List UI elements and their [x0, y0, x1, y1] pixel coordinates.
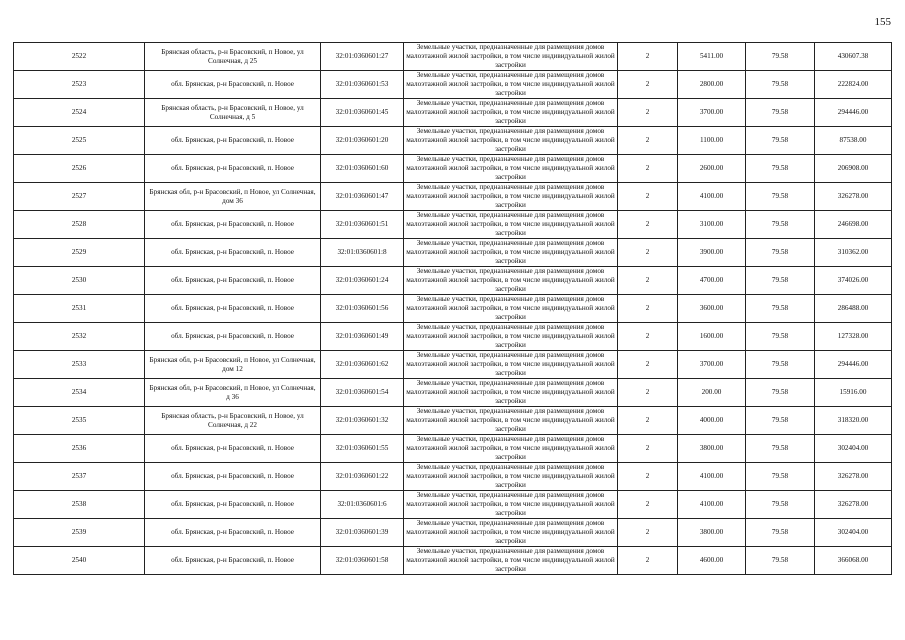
table-row — [14, 43, 892, 71]
class-cell: 2 — [618, 519, 678, 547]
table-row — [14, 547, 892, 575]
cadastral-number-cell: 32:01:0360601:51 — [321, 211, 404, 239]
row-number-cell: 2534 — [14, 379, 145, 407]
address-cell: обл. Брянская, р-н Брасовский, п. Новое — [145, 239, 321, 267]
rate-cell: 79.58 — [746, 407, 815, 435]
row-number-cell: 2524 — [14, 99, 145, 127]
cadastral-number-cell: 32:01:0360601:20 — [321, 127, 404, 155]
address-cell: обл. Брянская, р-н Брасовский, п. Новое — [145, 519, 321, 547]
table-row — [14, 211, 892, 239]
land-use-cell: Земельные участки, предназначенные для размещения домов малоэтажной жилой застройки, в том числе индивидуальной жилой застройки — [404, 547, 618, 575]
cadastral-number-cell: 32:01:0360601:27 — [321, 43, 404, 71]
class-cell: 2 — [618, 407, 678, 435]
rate-cell: 79.58 — [746, 295, 815, 323]
cadastral-number-cell: 32:01:0360601:6 — [321, 491, 404, 519]
land-use-cell: Земельные участки, предназначенные для размещения домов малоэтажной жилой застройки, в том числе индивидуальной жилой застройки — [404, 155, 618, 183]
cadastral-number-cell: 32:01:0360601:39 — [321, 519, 404, 547]
land-use-cell: Земельные участки, предназначенные для размещения домов малоэтажной жилой застройки, в том числе индивидуальной жилой застройки — [404, 211, 618, 239]
rate-cell: 79.58 — [746, 519, 815, 547]
rate-cell: 79.58 — [746, 127, 815, 155]
land-use-cell: Земельные участки, предназначенные для размещения домов малоэтажной жилой застройки, в том числе индивидуальной жилой застройки — [404, 407, 618, 435]
rate-cell: 79.58 — [746, 267, 815, 295]
rate-cell: 79.58 — [746, 239, 815, 267]
land-use-cell: Земельные участки, предназначенные для размещения домов малоэтажной жилой застройки, в том числе индивидуальной жилой застройки — [404, 43, 618, 71]
address-cell: обл. Брянская, р-н Брасовский, п. Новое — [145, 547, 321, 575]
area-cell: 4600.00 — [678, 547, 746, 575]
row-number-cell: 2523 — [14, 71, 145, 99]
row-number-cell: 2525 — [14, 127, 145, 155]
land-use-cell: Земельные участки, предназначенные для размещения домов малоэтажной жилой застройки, в том числе индивидуальной жилой застройки — [404, 435, 618, 463]
address-cell: Брянская обл, р-н Брасовский, п Новое, ул Солнечная, дом 12 — [145, 351, 321, 379]
cadastral-number-cell: 32:01:0360601:45 — [321, 99, 404, 127]
class-cell: 2 — [618, 323, 678, 351]
table-row — [14, 519, 892, 547]
row-number-cell: 2527 — [14, 183, 145, 211]
row-number-cell: 2535 — [14, 407, 145, 435]
area-cell: 4100.00 — [678, 183, 746, 211]
land-use-cell: Земельные участки, предназначенные для размещения домов малоэтажной жилой застройки, в том числе индивидуальной жилой застройки — [404, 323, 618, 351]
table-row — [14, 183, 892, 211]
land-use-cell: Земельные участки, предназначенные для размещения домов малоэтажной жилой застройки, в том числе индивидуальной жилой застройки — [404, 127, 618, 155]
cost-cell: 206908.00 — [815, 155, 892, 183]
cost-cell: 430607.38 — [815, 43, 892, 71]
cadastral-number-cell: 32:01:0360601:8 — [321, 239, 404, 267]
row-number-cell: 2526 — [14, 155, 145, 183]
class-cell: 2 — [618, 183, 678, 211]
area-cell: 3900.00 — [678, 239, 746, 267]
address-cell: Брянская область, р-н Брасовский, п Новое, ул Солнечная, д 25 — [145, 43, 321, 71]
rate-cell: 79.58 — [746, 491, 815, 519]
cost-cell: 127328.00 — [815, 323, 892, 351]
rate-cell: 79.58 — [746, 547, 815, 575]
class-cell: 2 — [618, 239, 678, 267]
area-cell: 1600.00 — [678, 323, 746, 351]
cadastral-number-cell: 32:01:0360601:32 — [321, 407, 404, 435]
cadastral-number-cell: 32:01:0360601:49 — [321, 323, 404, 351]
land-use-cell: Земельные участки, предназначенные для размещения домов малоэтажной жилой застройки, в том числе индивидуальной жилой застройки — [404, 71, 618, 99]
address-cell: обл. Брянская, р-н Брасовский, п. Новое — [145, 295, 321, 323]
land-use-cell: Земельные участки, предназначенные для размещения домов малоэтажной жилой застройки, в том числе индивидуальной жилой застройки — [404, 351, 618, 379]
row-number-cell: 2537 — [14, 463, 145, 491]
class-cell: 2 — [618, 127, 678, 155]
cost-cell: 326278.00 — [815, 183, 892, 211]
address-cell: обл. Брянская, р-н Брасовский, п. Новое — [145, 267, 321, 295]
address-cell: обл. Брянская, р-н Брасовский, п. Новое — [145, 491, 321, 519]
row-number-cell: 2522 — [14, 43, 145, 71]
land-use-cell: Земельные участки, предназначенные для размещения домов малоэтажной жилой застройки, в том числе индивидуальной жилой застройки — [404, 267, 618, 295]
cost-cell: 310362.00 — [815, 239, 892, 267]
rate-cell: 79.58 — [746, 155, 815, 183]
table-row — [14, 351, 892, 379]
class-cell: 2 — [618, 43, 678, 71]
cadastral-number-cell: 32:01:0360601:62 — [321, 351, 404, 379]
cost-cell: 318320.00 — [815, 407, 892, 435]
rate-cell: 79.58 — [746, 99, 815, 127]
row-number-cell: 2530 — [14, 267, 145, 295]
class-cell: 2 — [618, 435, 678, 463]
land-use-cell: Земельные участки, предназначенные для размещения домов малоэтажной жилой застройки, в том числе индивидуальной жилой застройки — [404, 183, 618, 211]
cost-cell: 222824.00 — [815, 71, 892, 99]
area-cell: 3600.00 — [678, 295, 746, 323]
area-cell: 5411.00 — [678, 43, 746, 71]
table-row — [14, 323, 892, 351]
area-cell: 200.00 — [678, 379, 746, 407]
cadastral-number-cell: 32:01:0360601:22 — [321, 463, 404, 491]
cadastral-number-cell: 32:01:0360601:55 — [321, 435, 404, 463]
land-use-cell: Земельные участки, предназначенные для размещения домов малоэтажной жилой застройки, в том числе индивидуальной жилой застройки — [404, 99, 618, 127]
area-cell: 4100.00 — [678, 491, 746, 519]
table-row — [14, 155, 892, 183]
registry-table — [13, 42, 892, 575]
table-row — [14, 491, 892, 519]
table-row — [14, 463, 892, 491]
cost-cell: 326278.00 — [815, 491, 892, 519]
area-cell: 3800.00 — [678, 519, 746, 547]
land-use-cell: Земельные участки, предназначенные для размещения домов малоэтажной жилой застройки, в том числе индивидуальной жилой застройки — [404, 295, 618, 323]
cost-cell: 286488.00 — [815, 295, 892, 323]
cadastral-number-cell: 32:01:0360601:60 — [321, 155, 404, 183]
land-use-cell: Земельные участки, предназначенные для размещения домов малоэтажной жилой застройки, в том числе индивидуальной жилой застройки — [404, 379, 618, 407]
table-row — [14, 435, 892, 463]
rate-cell: 79.58 — [746, 183, 815, 211]
class-cell: 2 — [618, 351, 678, 379]
cadastral-number-cell: 32:01:0360601:54 — [321, 379, 404, 407]
row-number-cell: 2536 — [14, 435, 145, 463]
row-number-cell: 2539 — [14, 519, 145, 547]
land-use-cell: Земельные участки, предназначенные для размещения домов малоэтажной жилой застройки, в том числе индивидуальной жилой застройки — [404, 491, 618, 519]
rate-cell: 79.58 — [746, 211, 815, 239]
registry-body — [14, 43, 892, 575]
area-cell: 3700.00 — [678, 351, 746, 379]
cost-cell: 87538.00 — [815, 127, 892, 155]
cost-cell: 326278.00 — [815, 463, 892, 491]
class-cell: 2 — [618, 99, 678, 127]
area-cell: 4000.00 — [678, 407, 746, 435]
page-number: 155 — [874, 16, 891, 28]
cost-cell: 302404.00 — [815, 435, 892, 463]
cost-cell: 294446.00 — [815, 99, 892, 127]
class-cell: 2 — [618, 211, 678, 239]
table-row — [14, 239, 892, 267]
class-cell: 2 — [618, 547, 678, 575]
table-row — [14, 267, 892, 295]
cadastral-number-cell: 32:01:0360601:47 — [321, 183, 404, 211]
row-number-cell: 2533 — [14, 351, 145, 379]
address-cell: обл. Брянская, р-н Брасовский, п. Новое — [145, 127, 321, 155]
area-cell: 4700.00 — [678, 267, 746, 295]
area-cell: 2800.00 — [678, 71, 746, 99]
address-cell: Брянская область, р-н Брасовский, п Новое, ул Солнечная, д 22 — [145, 407, 321, 435]
rate-cell: 79.58 — [746, 351, 815, 379]
area-cell: 2600.00 — [678, 155, 746, 183]
rate-cell: 79.58 — [746, 379, 815, 407]
row-number-cell: 2532 — [14, 323, 145, 351]
table-row — [14, 379, 892, 407]
table-row — [14, 295, 892, 323]
rate-cell: 79.58 — [746, 71, 815, 99]
table-row — [14, 127, 892, 155]
row-number-cell: 2531 — [14, 295, 145, 323]
address-cell: Брянская обл, р-н Брасовский, п Новое, ул Солнечная, дом 36 — [145, 183, 321, 211]
area-cell: 3100.00 — [678, 211, 746, 239]
cadastral-number-cell: 32:01:0360601:53 — [321, 71, 404, 99]
area-cell: 3800.00 — [678, 435, 746, 463]
class-cell: 2 — [618, 379, 678, 407]
address-cell: обл. Брянская, р-н Брасовский, п. Новое — [145, 435, 321, 463]
row-number-cell: 2540 — [14, 547, 145, 575]
cost-cell: 302404.00 — [815, 519, 892, 547]
land-use-cell: Земельные участки, предназначенные для размещения домов малоэтажной жилой застройки, в том числе индивидуальной жилой застройки — [404, 239, 618, 267]
class-cell: 2 — [618, 155, 678, 183]
rate-cell: 79.58 — [746, 463, 815, 491]
address-cell: Брянская область, р-н Брасовский, п Новое, ул Солнечная, д 5 — [145, 99, 321, 127]
table-row — [14, 99, 892, 127]
cadastral-number-cell: 32:01:0360601:58 — [321, 547, 404, 575]
class-cell: 2 — [618, 71, 678, 99]
address-cell: обл. Брянская, р-н Брасовский, п. Новое — [145, 155, 321, 183]
address-cell: Брянская обл, р-н Брасовский, п Новое, ул Солнечная, д 36 — [145, 379, 321, 407]
cadastral-number-cell: 32:01:0360601:56 — [321, 295, 404, 323]
address-cell: обл. Брянская, р-н Брасовский, п. Новое — [145, 463, 321, 491]
table-row — [14, 407, 892, 435]
cost-cell: 366068.00 — [815, 547, 892, 575]
rate-cell: 79.58 — [746, 435, 815, 463]
cost-cell: 15916.00 — [815, 379, 892, 407]
address-cell: обл. Брянская, р-н Брасовский, п. Новое — [145, 71, 321, 99]
land-use-cell: Земельные участки, предназначенные для размещения домов малоэтажной жилой застройки, в том числе индивидуальной жилой застройки — [404, 519, 618, 547]
cost-cell: 246698.00 — [815, 211, 892, 239]
address-cell: обл. Брянская, р-н Брасовский, п. Новое — [145, 323, 321, 351]
class-cell: 2 — [618, 463, 678, 491]
table-row — [14, 71, 892, 99]
row-number-cell: 2528 — [14, 211, 145, 239]
land-use-cell: Земельные участки, предназначенные для размещения домов малоэтажной жилой застройки, в том числе индивидуальной жилой застройки — [404, 463, 618, 491]
class-cell: 2 — [618, 491, 678, 519]
cost-cell: 294446.00 — [815, 351, 892, 379]
address-cell: обл. Брянская, р-н Брасовский, п. Новое — [145, 211, 321, 239]
area-cell: 3700.00 — [678, 99, 746, 127]
area-cell: 1100.00 — [678, 127, 746, 155]
class-cell: 2 — [618, 267, 678, 295]
cadastral-number-cell: 32:01:0360601:24 — [321, 267, 404, 295]
rate-cell: 79.58 — [746, 323, 815, 351]
rate-cell: 79.58 — [746, 43, 815, 71]
cost-cell: 374026.00 — [815, 267, 892, 295]
class-cell: 2 — [618, 295, 678, 323]
area-cell: 4100.00 — [678, 463, 746, 491]
row-number-cell: 2538 — [14, 491, 145, 519]
row-number-cell: 2529 — [14, 239, 145, 267]
